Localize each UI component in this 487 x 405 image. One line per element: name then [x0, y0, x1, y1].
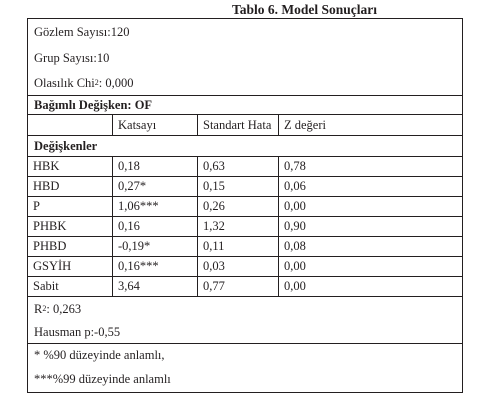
z-value: 0,08: [278, 237, 460, 256]
coefficient-value: 0,18: [112, 157, 197, 176]
variable-name: HBK: [33, 159, 60, 173]
coefficient-value: 0,16: [112, 217, 197, 236]
observation-count: Gözlem Sayısı:120: [34, 24, 130, 39]
variable-name: PHBD: [33, 239, 67, 253]
hausman-test: Hausman p:-0,55: [34, 324, 121, 339]
std-error-value: 0,77: [197, 277, 278, 296]
std-error-value: 0,63: [197, 157, 278, 176]
column-header-z-value: Z değeri: [278, 115, 460, 135]
z-value: 0,00: [278, 197, 460, 216]
results-table: [27, 18, 463, 393]
variable-name: HBD: [33, 179, 60, 193]
variable-name: P: [33, 199, 40, 213]
std-error-value: 0,15: [197, 177, 278, 196]
std-error-value: 0,26: [197, 197, 278, 216]
chi-probability: Olasılık Chi 2 : 0,000: [34, 75, 134, 90]
table-row: [28, 196, 462, 216]
std-error-value: 0,03: [197, 257, 278, 276]
chi-label: Olasılık Chi: [34, 75, 95, 90]
r-squared-value: : 0,263: [46, 301, 82, 316]
column-header-std-error: Standart Hata: [197, 115, 278, 135]
chi-value: : 0,000: [98, 75, 134, 90]
variable-name: GSYİH: [33, 259, 72, 273]
r-squared: R 2 : 0,263: [28, 296, 462, 321]
table-title: Tablo 6. Model Sonuçları: [231, 2, 378, 17]
column-header-blank: [28, 115, 112, 135]
dependent-variable: Bağımlı Değişken: OF: [28, 95, 462, 114]
table-row: [28, 176, 462, 196]
note-significance-99: ***%99 düzeyinde anlamlı: [34, 372, 171, 386]
std-error-value: 0,11: [197, 237, 278, 256]
variable-name: PHBK: [33, 219, 67, 233]
column-header-row: [28, 114, 462, 135]
coefficient-value: 3,64: [112, 277, 197, 296]
group-count: Grup Sayısı:10: [34, 50, 110, 65]
z-value: 0,06: [278, 177, 460, 196]
coefficient-value: 1,06***: [112, 197, 197, 216]
table-row: [28, 236, 462, 256]
table-row: [28, 216, 462, 236]
column-header-coefficient: Katsayı: [112, 115, 197, 135]
coefficient-value: 0,27*: [112, 177, 197, 196]
std-error-value: 1,32: [197, 217, 278, 236]
coefficient-value: 0,16***: [112, 257, 197, 276]
r-squared-label: R: [34, 301, 43, 316]
variable-name: Sabit: [33, 279, 59, 293]
z-value: 0,90: [278, 217, 460, 236]
variables-header: Değişkenler: [28, 135, 462, 156]
table-row: [28, 156, 462, 176]
table-row: [28, 276, 462, 296]
coefficient-value: -0,19*: [112, 237, 197, 256]
note-significance-90: * %90 düzeyinde anlamlı,: [28, 343, 462, 367]
z-value: 0,00: [278, 277, 460, 296]
z-value: 0,78: [278, 157, 460, 176]
z-value: 0,00: [278, 257, 460, 276]
table-row: [28, 256, 462, 276]
